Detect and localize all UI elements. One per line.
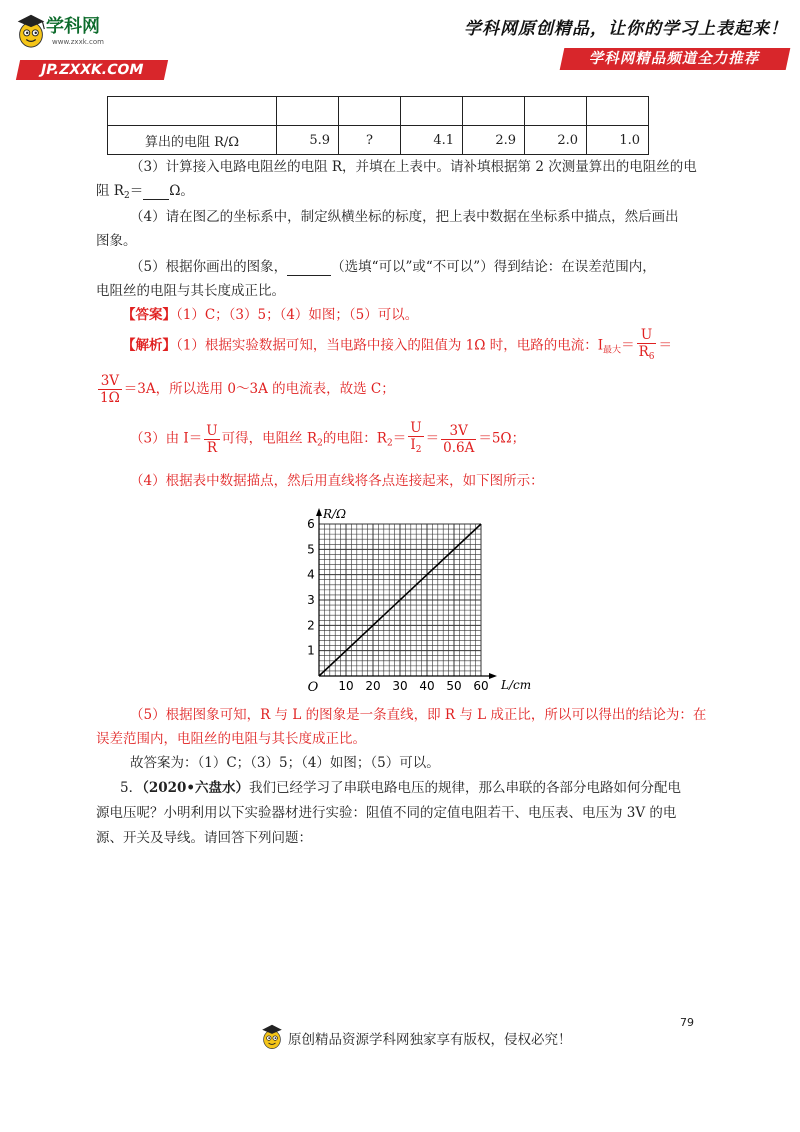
q5-text: （5）根据你画出的图象， [130, 259, 288, 275]
q-next-line3: 源、开关及导线。请回答下列问题： [96, 830, 312, 846]
fraction [408, 420, 423, 458]
table-cell [525, 97, 587, 126]
analysis-line4: （4）根据表中数据描点，然后用直线将各点连接起来，如下图所示： [130, 473, 544, 489]
table-cell [587, 97, 649, 126]
x-axis-arrow [489, 673, 497, 679]
subscript: 最大 [603, 345, 622, 356]
analysis-text: 可得，电阻丝 R [221, 430, 318, 447]
denominator [408, 437, 423, 458]
table-row [108, 126, 649, 155]
answer-line [122, 303, 418, 323]
subscript: 2 [123, 191, 130, 201]
site-logo[interactable] [12, 10, 162, 78]
y-tick-label: 4 [307, 567, 315, 582]
x-tick-label: 30 [392, 679, 408, 693]
denominator [637, 344, 657, 365]
mascot-icon [12, 10, 50, 50]
fraction [204, 423, 219, 456]
copyright-notice: 原创精品资源学科网独家享有版权，侵权必究！ [288, 1032, 572, 1048]
q5-text: （选填“可以”或“不可以”）得到结论：在误差范围内， [331, 259, 656, 275]
equals: ＝ [425, 430, 440, 447]
subscript: 6 [648, 352, 655, 362]
fraction [441, 423, 476, 456]
answer-blank[interactable] [143, 183, 169, 200]
analysis-line1 [122, 327, 672, 365]
table-cell: 5.9 [277, 126, 339, 155]
y-tick-label: 2 [307, 618, 315, 633]
subscript: 2 [317, 438, 323, 449]
fraction [98, 373, 122, 406]
y-axis-label: R/Ω [323, 507, 347, 521]
x-tick-label: 50 [446, 679, 462, 693]
y-tick-label: 3 [307, 593, 315, 607]
origin-label: O [307, 680, 319, 695]
analysis-line6: 误差范围内，电阻丝的电阻与其长度成正比。 [96, 731, 366, 747]
logo-url-banner: JP.ZXXK.COM [16, 60, 168, 80]
table-cell: 2.9 [463, 126, 525, 155]
logo-name: 学科网 [46, 16, 100, 37]
analysis-text: ＝5Ω； [478, 430, 526, 447]
data-table [107, 96, 649, 155]
table-cell: ? [339, 126, 401, 155]
analysis-text: （3）由 I＝ [130, 430, 203, 447]
equals: ＝ [658, 337, 672, 354]
q3-text: Ω。 [169, 183, 194, 199]
numerator: 3V [98, 373, 122, 390]
answer-blank[interactable] [287, 259, 331, 276]
r-l-chart [295, 500, 535, 700]
denominator-text: R [638, 344, 649, 360]
q-next-line2: 源电压呢？小明利用以下实验器材进行实验：阻值不同的定值电阻若干、电压表、电压为 3V 的电 [96, 805, 677, 821]
numerator: U [410, 420, 422, 436]
table-cell: 2.0 [525, 126, 587, 155]
q3-line1: （3）计算接入电路电阻丝的电阻 R，并填在上表中。请补填根据第 2 次测量算出的电阻丝的电 [130, 159, 697, 175]
final-answer: 故答案为：（1）C；（3）5；（4）如图；（5）可以。 [130, 755, 440, 771]
question-text: 我们已经学习了串联电路电压的规律，那么串联的各部分电路如何分配电 [249, 780, 682, 796]
analysis-tag: 【解析】 [122, 337, 176, 354]
channel-banner[interactable]: 学科网精品频道全力推荐 [560, 48, 791, 70]
table-cell [108, 97, 277, 126]
equals: ＝ [392, 430, 407, 447]
mascot-icon [258, 1020, 286, 1052]
y-tick-label: 1 [307, 643, 315, 658]
denominator: 1Ω [100, 390, 120, 406]
answer-tag: 【答案】 [122, 307, 176, 323]
page-number: 79 [680, 1016, 694, 1029]
table-cell: 1.0 [587, 126, 649, 155]
analysis-text: 的电阻：R [322, 430, 387, 447]
numerator: U [206, 422, 218, 439]
table-cell [277, 97, 339, 126]
header-slogan: 学科网原创精品，让你的学习上表起来！ [464, 19, 788, 39]
x-tick-label: 10 [338, 679, 354, 693]
q3-line2 [96, 179, 194, 201]
table-cell [463, 97, 525, 126]
y-tick-label: 5 [307, 542, 315, 557]
analysis-line2 [96, 373, 395, 406]
analysis-line5: （5）根据图象可知，R 与 L 的图象是一条直线，即 R 与 L 成正比，所以可以得出的结论为：在 [130, 707, 707, 723]
table-row [108, 97, 649, 126]
x-tick-label: 20 [365, 679, 381, 693]
denominator-text: I [410, 437, 416, 453]
q5-line1 [130, 255, 656, 276]
numerator: 3V [441, 423, 476, 440]
q-next-line1 [120, 776, 681, 796]
table-cell [339, 97, 401, 126]
analysis-text: ＝3A，所以选用 0～3A 的电流表，故选 C； [123, 381, 395, 397]
numerator: U [637, 327, 657, 344]
q3-text: 阻 R [96, 183, 124, 199]
answer-text: （1）C；（3）5；（4）如图；（5）可以。 [176, 307, 419, 323]
y-axis-arrow [316, 508, 322, 516]
x-tick-label: 60 [473, 679, 489, 693]
equals: ＝ [621, 337, 635, 354]
table-cell: 4.1 [401, 126, 463, 155]
subscript: 2 [415, 445, 422, 455]
analysis-text: （1）根据实验数据可知，当电路中接入的阻值为 1Ω 时，电路的电流：I [176, 337, 604, 354]
q4-line1: （4）请在图乙的坐标系中，制定纵横坐标的标度，把上表中数据在坐标系中描点，然后画出 [130, 209, 679, 225]
question-number: 5． [120, 780, 143, 796]
row-label: 算出的电阻 R/Ω [108, 126, 277, 155]
subscript: 2 [386, 438, 393, 449]
q3-text: ＝ [129, 183, 144, 199]
q5-line2: 电阻丝的电阻与其长度成正比。 [96, 283, 285, 299]
denominator: 0.6A [443, 439, 475, 456]
y-tick-label: 6 [307, 517, 315, 531]
fraction [637, 327, 657, 365]
table-cell [401, 97, 463, 126]
denominator: R [206, 439, 217, 456]
logo-subtitle: www.zxxk.com [52, 38, 104, 46]
analysis-line3 [130, 420, 525, 458]
x-tick-label: 40 [419, 679, 435, 693]
q4-line2: 图象。 [96, 233, 137, 249]
x-axis-label: L/cm [501, 678, 532, 692]
question-source: （2020•六盘水） [142, 780, 250, 796]
